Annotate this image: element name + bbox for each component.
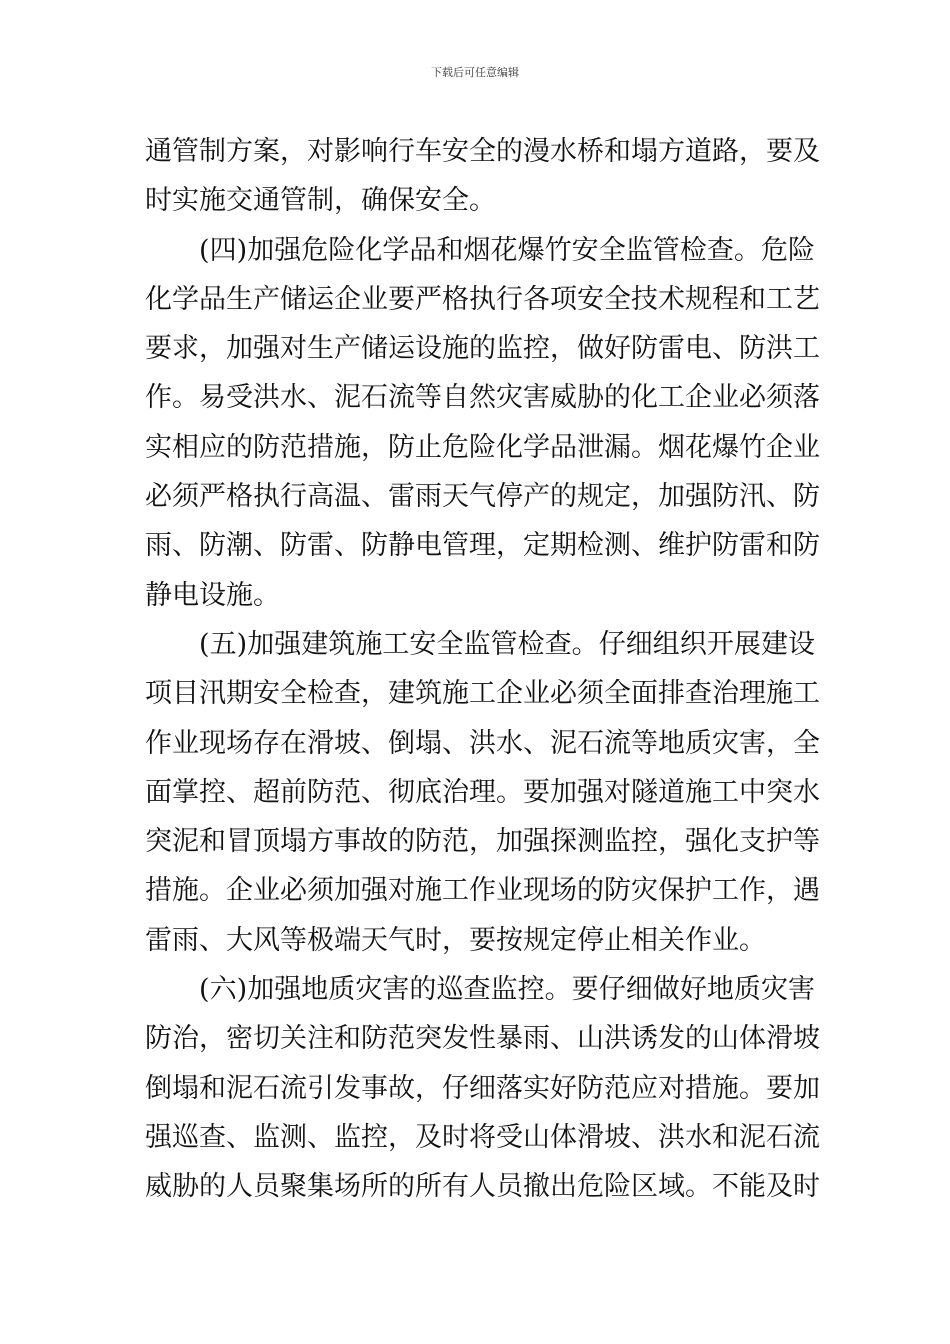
text-line: 必须严格执行高温、雷雨天气停产的规定，加强防汛、防: [145, 481, 820, 513]
text-line: 倒塌和泥石流引发事故，仔细落实好防范应对措施。要加: [145, 1072, 820, 1104]
text-line: 防治，密切关注和防范突发性暴雨、山洪诱发的山体滑坡: [145, 1023, 820, 1055]
text-line: 雨、防潮、防雷、防静电管理，定期检测、维护防雷和防: [145, 530, 820, 562]
text-line: 要求，加强对生产储运设施的监控，做好防雷电、防洪工: [145, 333, 820, 365]
text-line: 措施。企业必须加强对施工作业现场的防灾保护工作，遇: [145, 875, 820, 907]
text-line: 静电设施。: [145, 579, 280, 611]
paragraph-start-line: (五)加强建筑施工安全监管检查。仔细组织开展建设: [199, 628, 815, 660]
text-line: 作。易受洪水、泥石流等自然灾害威胁的化工企业必须落: [145, 382, 820, 414]
paragraph-start-line: (四)加强危险化学品和烟花爆竹安全监管检查。危险: [199, 234, 815, 266]
text-line: 时实施交通管制，确保安全。: [145, 185, 496, 217]
text-line: 实相应的防范措施，防止危险化学品泄漏。烟花爆竹企业: [145, 431, 820, 463]
text-line: 威胁的人员聚集场所的所有人员撤出危险区域。不能及时: [145, 1171, 820, 1203]
text-line: 雷雨、大风等极端天气时，要按规定停止相关作业。: [145, 924, 766, 956]
text-line: 项目汛期安全检查，建筑施工企业必须全面排查治理施工: [145, 678, 820, 710]
page-header: 下载后可任意编辑: [431, 66, 519, 79]
text-line: 突泥和冒顶塌方事故的防范，加强探测监控，强化支护等: [145, 826, 820, 858]
text-line: 强巡查、监测、监控，及时将受山体滑坡、洪水和泥石流: [145, 1121, 820, 1153]
document-body: [145, 127, 820, 1212]
text-line: 化学品生产储运企业要严格执行各项安全技术规程和工艺: [145, 283, 820, 315]
paragraph-start-line: (六)加强地质灾害的巡查监控。要仔细做好地质灾害: [199, 974, 815, 1006]
text-line: 通管制方案，对影响行车安全的漫水桥和塌方道路，要及: [145, 136, 820, 167]
text-line: 面掌控、超前防范、彻底治理。要加强对隧道施工中突水: [145, 776, 820, 808]
text-line: 作业现场存在滑坡、倒塌、洪水、泥石流等地质灾害，全: [145, 727, 820, 759]
